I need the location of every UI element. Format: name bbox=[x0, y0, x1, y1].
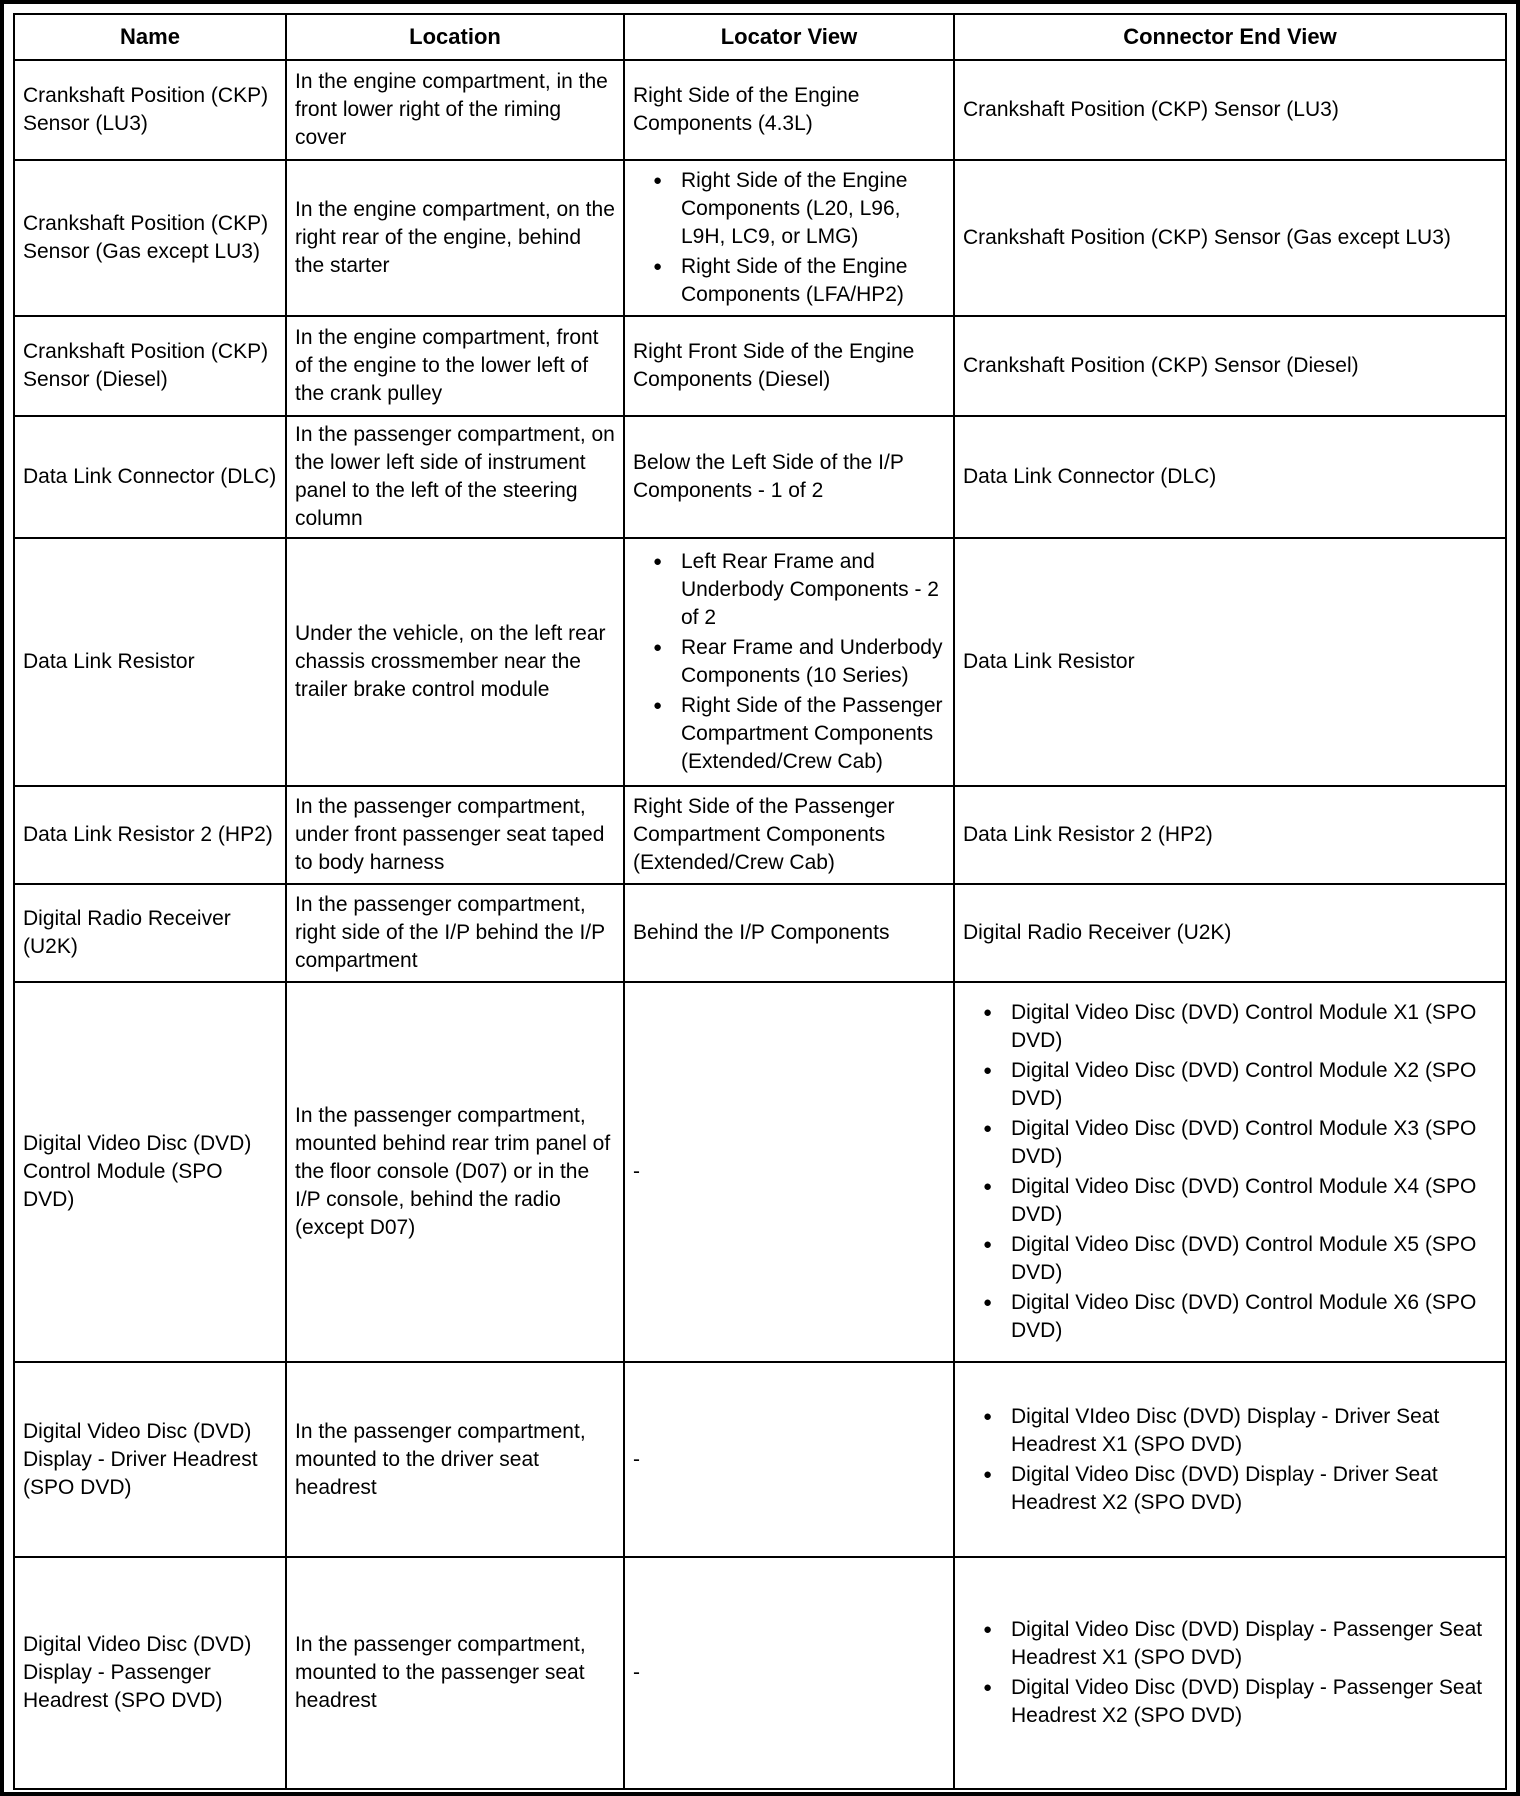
table-row bbox=[14, 60, 1506, 160]
bullet-item: ● Digital Video Disc (DVD) Control Module X2 (SPO DVD) bbox=[979, 1057, 1497, 1113]
table-header bbox=[14, 14, 1506, 60]
cell-location: In the passenger compartment, right side of the I/P behind the I/P compartment bbox=[286, 884, 624, 982]
cell-locator-view: Right Front Side of the Engine Components (Diesel) bbox=[624, 316, 954, 416]
cell-name: Crankshaft Position (CKP) Sensor (Diesel) bbox=[14, 316, 286, 416]
cell-name: Data Link Resistor bbox=[14, 538, 286, 786]
column-header-connector-end-view: Connector End View bbox=[954, 14, 1506, 60]
cell-location: In the engine compartment, on the right rear of the engine, behind the starter bbox=[286, 160, 624, 316]
bullet-item: ● Digital Video Disc (DVD) Control Module X1 (SPO DVD) bbox=[979, 999, 1497, 1055]
bullet-list bbox=[963, 1616, 1497, 1730]
cell-name: Data Link Connector (DLC) bbox=[14, 416, 286, 538]
cell-location: Under the vehicle, on the left rear chassis crossmember near the trailer brake control module bbox=[286, 538, 624, 786]
cell-name: Digital Video Disc (DVD) Display - Passenger Headrest (SPO DVD) bbox=[14, 1557, 286, 1789]
cell-locator-view: - bbox=[624, 1362, 954, 1557]
table-row bbox=[14, 1557, 1506, 1789]
cell-locator-view: - bbox=[624, 982, 954, 1362]
cell-location: In the engine compartment, in the front lower right of the riming cover bbox=[286, 60, 624, 160]
cell-connector-end-view: Data Link Resistor bbox=[954, 538, 1506, 786]
bullet-item: ● Digital Video Disc (DVD) Display - Passenger Seat Headrest X2 (SPO DVD) bbox=[979, 1674, 1497, 1730]
cell-location: In the passenger compartment, under front passenger seat taped to body harness bbox=[286, 786, 624, 884]
bullet-item: ● Digital Video Disc (DVD) Control Module X5 (SPO DVD) bbox=[979, 1231, 1497, 1287]
cell-connector-end-view: Crankshaft Position (CKP) Sensor (LU3) bbox=[954, 60, 1506, 160]
bullet-item: ● Digital Video Disc (DVD) Display - Passenger Seat Headrest X1 (SPO DVD) bbox=[979, 1616, 1497, 1672]
column-header-location: Location bbox=[286, 14, 624, 60]
cell-connector-end-view bbox=[954, 1362, 1506, 1557]
table-row bbox=[14, 1362, 1506, 1557]
cell-locator-view: Behind the I/P Components bbox=[624, 884, 954, 982]
bullet-list bbox=[633, 548, 945, 776]
bullet-item: ● Digital Video Disc (DVD) Control Module X3 (SPO DVD) bbox=[979, 1115, 1497, 1171]
bullet-item: ● Digital Video Disc (DVD) Display - Driver Seat Headrest X2 (SPO DVD) bbox=[979, 1461, 1497, 1517]
connector-locations-table bbox=[13, 13, 1507, 1790]
cell-connector-end-view: Crankshaft Position (CKP) Sensor (Gas except LU3) bbox=[954, 160, 1506, 316]
column-header-name: Name bbox=[14, 14, 286, 60]
cell-locator-view: - bbox=[624, 1557, 954, 1789]
cell-locator-view bbox=[624, 538, 954, 786]
table-row bbox=[14, 884, 1506, 982]
table-row bbox=[14, 538, 1506, 786]
bullet-list bbox=[633, 167, 945, 309]
cell-locator-view: Right Side of the Passenger Compartment Components (Extended/Crew Cab) bbox=[624, 786, 954, 884]
table-row bbox=[14, 160, 1506, 316]
cell-location: In the passenger compartment, on the lower left side of instrument panel to the left of the steering column bbox=[286, 416, 624, 538]
bullet-list bbox=[963, 999, 1497, 1345]
bullet-list bbox=[963, 1403, 1497, 1517]
bullet-item: ● Right Side of the Passenger Compartment Components (Extended/Crew Cab) bbox=[649, 692, 945, 776]
table-row bbox=[14, 316, 1506, 416]
cell-name: Crankshaft Position (CKP) Sensor (Gas except LU3) bbox=[14, 160, 286, 316]
cell-locator-view: Right Side of the Engine Components (4.3L) bbox=[624, 60, 954, 160]
cell-location: In the engine compartment, front of the engine to the lower left of the crank pulley bbox=[286, 316, 624, 416]
bullet-item: ● Digital Video Disc (DVD) Control Module X4 (SPO DVD) bbox=[979, 1173, 1497, 1229]
cell-connector-end-view: Crankshaft Position (CKP) Sensor (Diesel) bbox=[954, 316, 1506, 416]
cell-locator-view: Below the Left Side of the I/P Components - 1 of 2 bbox=[624, 416, 954, 538]
cell-location: In the passenger compartment, mounted to the driver seat headrest bbox=[286, 1362, 624, 1557]
cell-name: Digital Video Disc (DVD) Display - Driver Headrest (SPO DVD) bbox=[14, 1362, 286, 1557]
bullet-item: ● Rear Frame and Underbody Components (10 Series) bbox=[649, 634, 945, 690]
cell-connector-end-view bbox=[954, 982, 1506, 1362]
cell-connector-end-view: Data Link Connector (DLC) bbox=[954, 416, 1506, 538]
bullet-item: ● Digital Video Disc (DVD) Control Module X6 (SPO DVD) bbox=[979, 1289, 1497, 1345]
cell-location: In the passenger compartment, mounted behind rear trim panel of the floor console (D07) or in the I/P console, behind the radio (except D07) bbox=[286, 982, 624, 1362]
cell-locator-view bbox=[624, 160, 954, 316]
header-row bbox=[14, 14, 1506, 60]
cell-connector-end-view: Data Link Resistor 2 (HP2) bbox=[954, 786, 1506, 884]
table-row bbox=[14, 982, 1506, 1362]
table-body bbox=[14, 60, 1506, 1789]
cell-name: Digital Video Disc (DVD) Control Module (SPO DVD) bbox=[14, 982, 286, 1362]
cell-name: Data Link Resistor 2 (HP2) bbox=[14, 786, 286, 884]
column-header-locator-view: Locator View bbox=[624, 14, 954, 60]
cell-connector-end-view: Digital Radio Receiver (U2K) bbox=[954, 884, 1506, 982]
cell-location: In the passenger compartment, mounted to the passenger seat headrest bbox=[286, 1557, 624, 1789]
bullet-item: ● Left Rear Frame and Underbody Components - 2 of 2 bbox=[649, 548, 945, 632]
bullet-item: ● Digital VIdeo Disc (DVD) Display - Driver Seat Headrest X1 (SPO DVD) bbox=[979, 1403, 1497, 1459]
table-row bbox=[14, 416, 1506, 538]
bullet-item: ● Right Side of the Engine Components (LFA/HP2) bbox=[649, 253, 945, 309]
cell-connector-end-view bbox=[954, 1557, 1506, 1789]
bullet-item: ● Right Side of the Engine Components (L20, L96, L9H, LC9, or LMG) bbox=[649, 167, 945, 251]
cell-name: Digital Radio Receiver (U2K) bbox=[14, 884, 286, 982]
table-row bbox=[14, 786, 1506, 884]
cell-name: Crankshaft Position (CKP) Sensor (LU3) bbox=[14, 60, 286, 160]
